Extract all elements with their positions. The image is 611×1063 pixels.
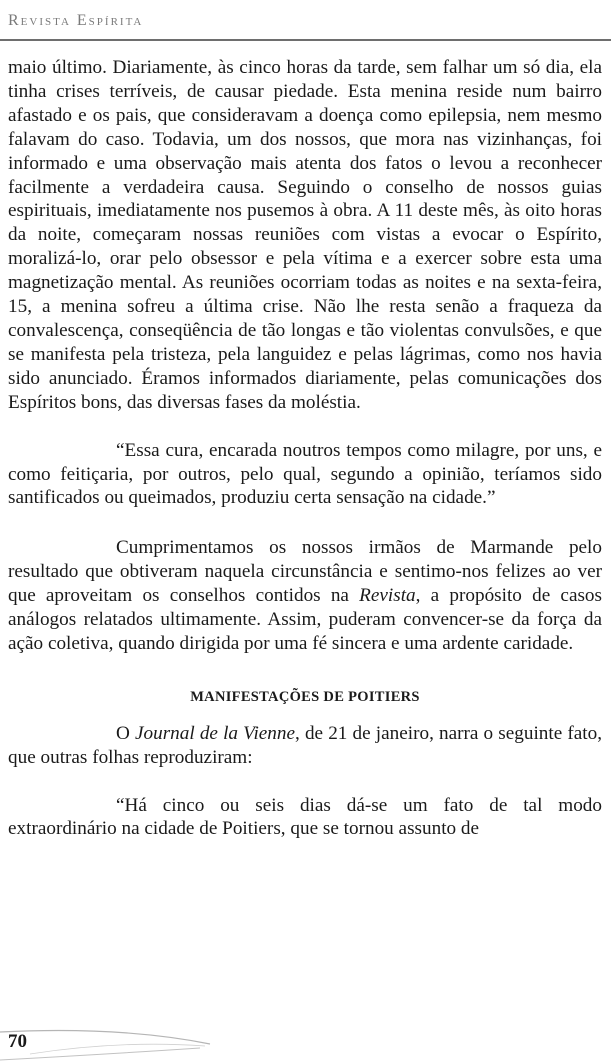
header-rule [0,39,611,41]
italic-title: Journal de la Vienne [135,722,296,744]
quoted-paragraph: “Essa cura, encarada noutros tempos como milagre, por uns, e como feitiçaria, por outros, pelo qual, segundo a opinião, teríamos sido santificados ou queimados, produziu certa sensação na cidade.” [8,439,602,509]
paragraph-text: , de 21 de janeiro, narra o seguinte fato, que outras folhas reproduziram: [8,722,603,768]
footer-swoosh-ornament [0,1024,611,1063]
page-body [8,56,602,841]
paragraph [8,722,602,770]
page-number: 70 [8,1031,27,1052]
paragraph [8,536,602,656]
italic-title: Revista [359,585,416,607]
paragraph-text: Cumprimentamos os nossos irmãos de Marmande pelo resultado que obtiveram naquela circunstância e sentimo-nos felizes ao ver que aproveitam os conselhos contidos na [8,537,602,607]
section-title: MANIFESTAÇÕES DE POITIERS [190,688,420,705]
paragraph-text: , a propósito de casos análogos relatados ultimamente. Assim, puderam convencer-se da força da ação coletiva, quando dirigida por uma fé sincera e uma ardente caridade. [8,585,602,654]
quoted-paragraph: “Há cinco ou seis dias dá-se um fato de tal modo extraordinário na cidade de Poitiers, que se tornou assunto de [8,794,602,840]
paragraph-text: O [116,722,135,744]
running-header: Revista Espírita [8,12,144,29]
paragraph: maio último. Diariamente, às cinco horas da tarde, sem falhar um só dia, ela tinha crises terríveis, de causar piedade. Esta menina reside num bairro afastado e os pais, que consideravam a doença como epilepsia, nem mesmo falavam do caso. Todavia, um dos nossos, que mora nas vizinhanças, foi informado e uma observação mais atenta dos fatos o levou a reconhecer facilmente a verdadeira causa. Seguindo o conselho de nossos guias espirituais, imediatamente nos pusemos à obra. A 11 deste mês, às oito horas da noite, começaram nossas reuniões com vistas a evocar o Espírito, moralizá-lo, orar pelo obsessor e pela vítima e a exercer sobre esta uma magnetização mental. As reuniões ocorriam todas as noites e na sexta-feira, 15, a menina sofreu a última crise. Não lhe resta senão a fraqueza da convalescença, conseqüência de tão longas e tão violentas convulsões, e que se manifesta pela tristeza, pela languidez e pelas lágrimas, como nos havia sido anunciado. Éramos informados diariamente, pelas comunicações dos Espíritos bons, das diversas fases da moléstia. [8,57,602,413]
